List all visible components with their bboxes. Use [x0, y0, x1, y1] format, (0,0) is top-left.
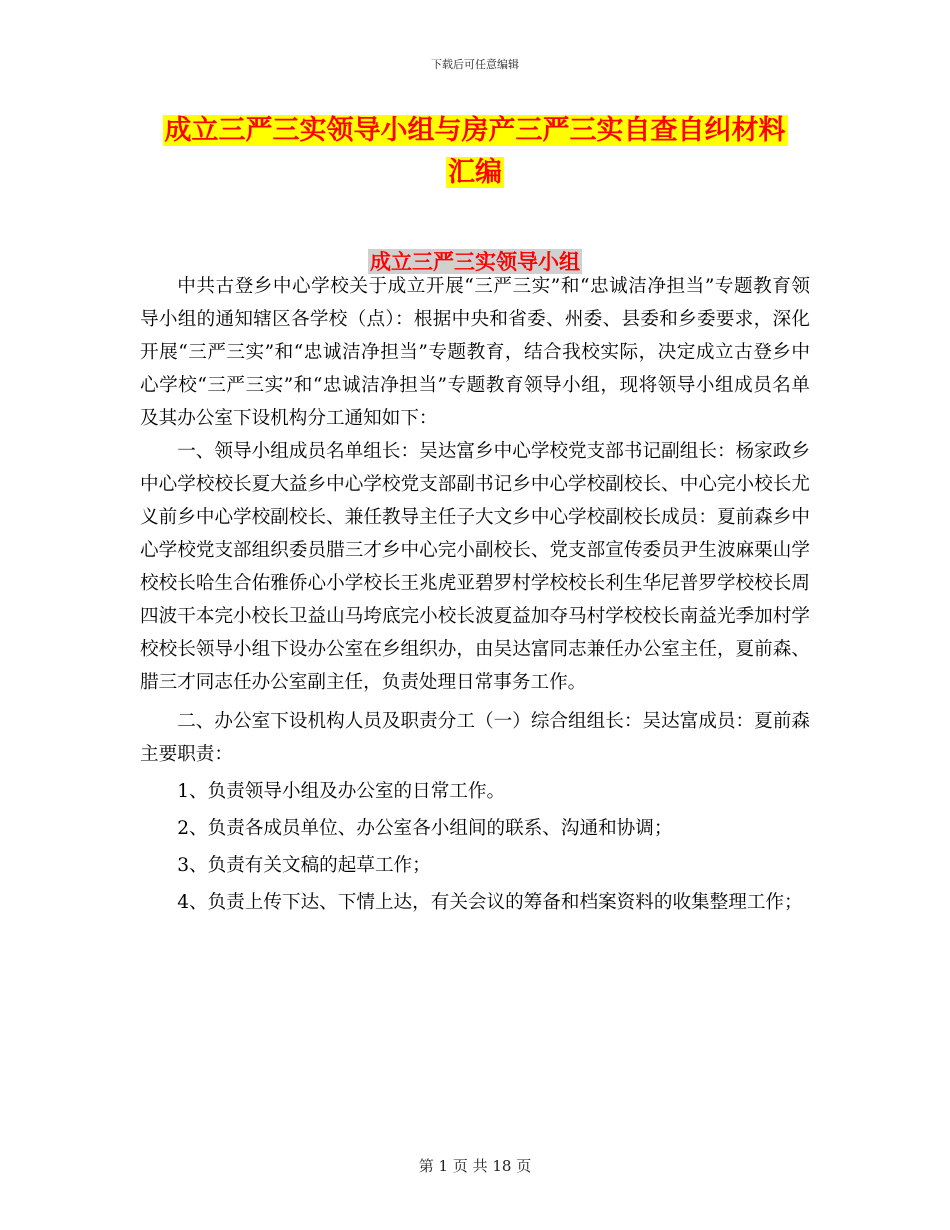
section-heading-text: 成立三严三实领导小组 [370, 249, 580, 274]
title-line-2-text: 汇编 [448, 157, 502, 188]
page-header-note: 下载后可任意编辑 [431, 58, 519, 71]
footer-label-after: 页 [516, 1157, 532, 1175]
footer-page-number: 1 [438, 1157, 449, 1175]
title-line-2 [140, 152, 810, 194]
paragraph-members: 一、领导小组成员名单组长：吴达富乡中心学校党支部书记副组长：杨家政乡中心学校校长夏大益乡中心学校党支部副书记乡中心学校副校长、中心完小校长尤义前乡中心学校副校长、兼任教导主任子大文乡中心学校副校长成员：夏前森乡中心学校党支部组织委员腊三才乡中心完小副校长、党支部宣传委员尹生波麻栗山学校校长哈生合佑雅侨心小学校长王兆虎亚碧罗村学校校长利生华尼普罗学校校长周四波干本完小校长卫益山马垮底完小校长波夏益加夺马村学校校长南益光季加村学校校长领导小组下设办公室在乡组织办，由吴达富同志兼任办公室主任，夏前森、腊三才同志任办公室副主任，负责处理日常事务工作。 [140, 441, 810, 693]
list-item-duty-4: 4、负责上传下达、下情上达，有关会议的筹备和档案资料的收集整理工作； [177, 892, 803, 913]
title-line-1-text: 成立三严三实领导小组与房产三严三实自查自纠材料 [164, 115, 786, 146]
list-item-duty-2: 2、负责各成员单位、办公室各小组间的联系、沟通和协调； [177, 818, 673, 839]
paragraph-office-structure: 二、办公室下设机构人员及职责分工（一）综合组组长：吴达富成员：夏前森主要职责： [140, 711, 810, 765]
paragraph-intro: 中共古登乡中心学校关于成立开展“三严三实”和“忠诚洁净担当”专题教育领导小组的通知辖区各学校（点）：根据中央和省委、州委、县委和乡委要求，深化开展“三严三实”和“忠诚洁净担当”专题教育，结合我校实际，决定成立古登乡中心学校“三严三实”和“忠诚洁净担当”专题教育领导小组，现将领导小组成员名单及其办公室下设机构分工通知如下： [140, 276, 810, 429]
title-line-1 [140, 110, 810, 152]
list-item-duty-1: 1、负责领导小组及办公室的日常工作。 [177, 781, 506, 802]
document-title [140, 110, 810, 194]
footer-label-middle: 页 共 [452, 1157, 488, 1175]
page-footer [0, 1155, 950, 1176]
footer-total-pages: 18 [492, 1157, 512, 1175]
document-body [140, 270, 810, 919]
footer-label-before: 第 [418, 1157, 434, 1175]
list-item-duty-3: 3、负责有关文稿的起草工作； [177, 855, 431, 876]
